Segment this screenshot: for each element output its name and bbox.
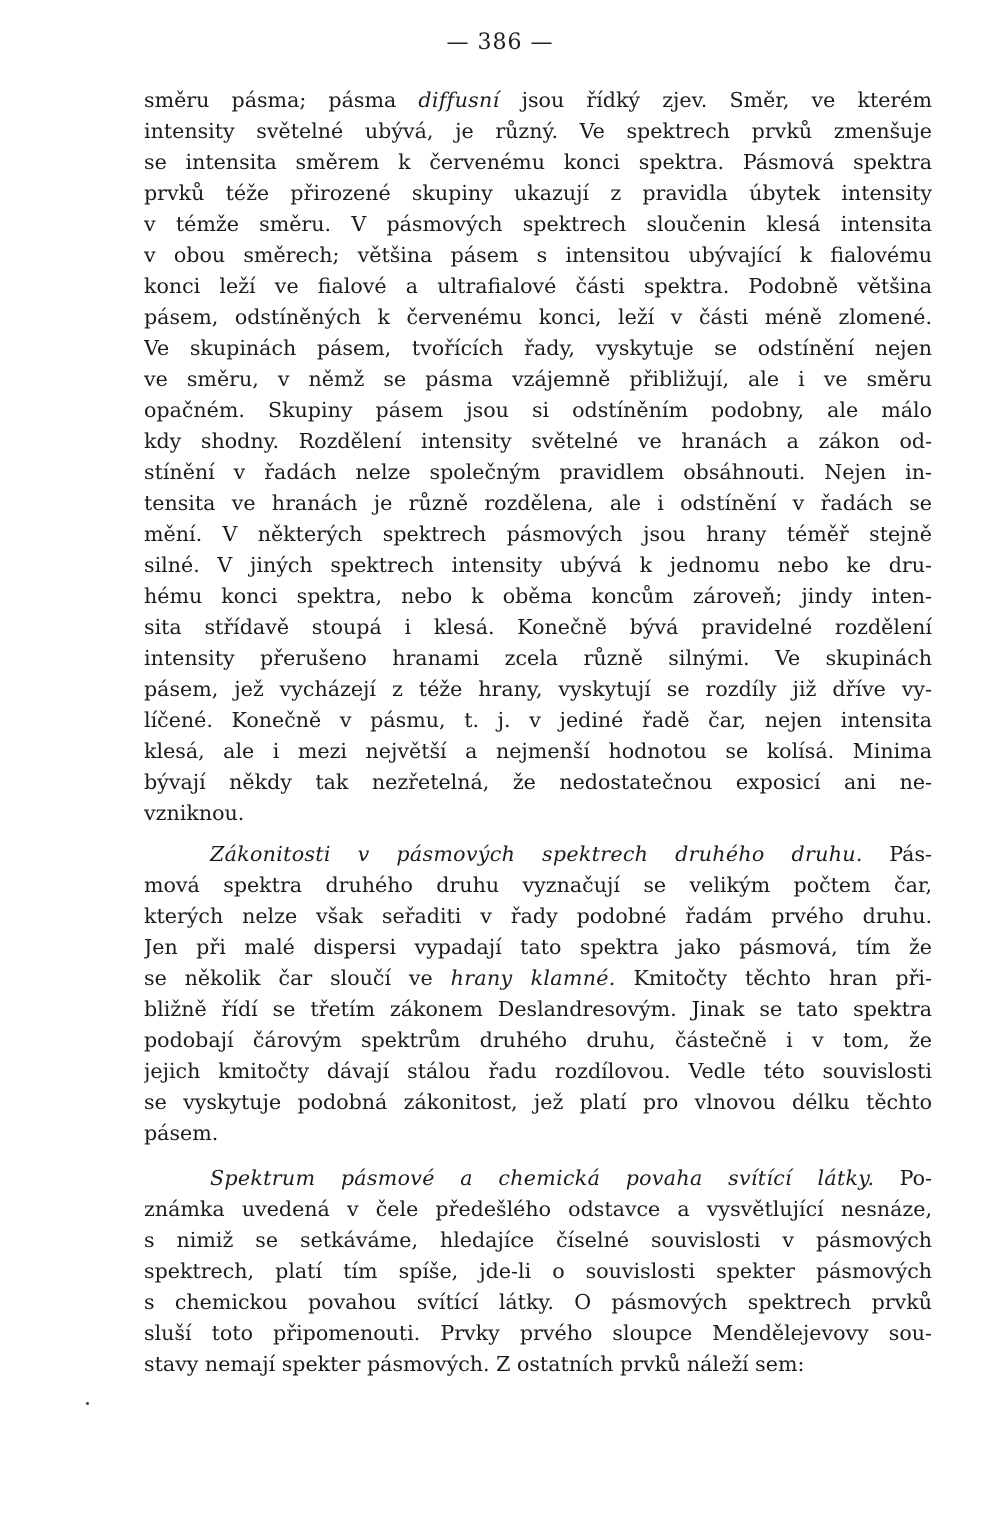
text-line xyxy=(144,798,932,829)
text-run: konci leží ve fialové a ultrafialové části spektra. Podobně většina xyxy=(144,274,932,298)
text-run: jsou řídký zjev. Směr, ve kterém xyxy=(499,88,932,112)
text-line xyxy=(144,1056,932,1087)
text-line xyxy=(144,932,932,963)
text-line xyxy=(144,302,932,333)
text-line xyxy=(144,963,932,994)
text-run: tensita ve hranách je různě rozdělena, ale i odstínění v řadách se xyxy=(144,491,932,515)
text-run: stínění v řadách nelze společným pravidlem obsáhnouti. Nejen in- xyxy=(144,460,932,484)
text-line xyxy=(144,147,932,178)
text-run: silné. V jiných spektrech intensity ubývá k jednomu nebo ke dru- xyxy=(144,553,932,577)
text-run: se vyskytuje podobná zákonitost, jež platí pro vlnovou délku těchto xyxy=(144,1090,932,1114)
text-run: se intensita směrem k červenému konci spektra. Pásmová spektra xyxy=(144,150,932,174)
text-line xyxy=(144,209,932,240)
text-line xyxy=(144,1087,932,1118)
text-line xyxy=(144,1163,932,1194)
text-line xyxy=(144,1025,932,1056)
text-run: se několik čar sloučí ve xyxy=(144,966,451,990)
text-line xyxy=(144,1225,932,1256)
paragraph-chemical-nature xyxy=(144,1163,932,1380)
print-speck xyxy=(86,1402,89,1405)
text-line xyxy=(144,901,932,932)
text-run: bývají někdy tak nezřetelná, že nedostatečnou exposicí ani ne- xyxy=(144,770,932,794)
text-line xyxy=(144,612,932,643)
text-line xyxy=(144,674,932,705)
text-line xyxy=(144,1256,932,1287)
text-run: stavy nemají spekter pásmových. Z ostatních prvků náleží sem: xyxy=(144,1352,805,1376)
italic-term: diffusní xyxy=(418,88,500,112)
text-run: v témže směru. V pásmových spektrech sloučenin klesá intensita xyxy=(144,212,932,236)
text-run: sluší toto připomenouti. Prvky prvého sloupce Mendělejevovy sou- xyxy=(144,1321,932,1345)
text-line xyxy=(144,519,932,550)
text-run: Jen při malé dispersi vypadají tato spektra jako pásmová, tím že xyxy=(144,935,932,959)
text-run: spektrech, platí tím spíše, jde-li o souvislosti spekter pásmových xyxy=(144,1259,932,1283)
text-run: pásem. xyxy=(144,1121,219,1145)
italic-term: Spektrum pásmové a chemická povaha svítící látky. xyxy=(210,1166,875,1190)
text-line xyxy=(144,240,932,271)
text-line xyxy=(144,1349,932,1380)
text-run: prvků téže přirozené skupiny ukazují z pravidla úbytek intensity xyxy=(144,181,932,205)
text-run: podobají čárovým spektrům druhého druhu, částečně i v tom, že xyxy=(144,1028,932,1052)
text-run: známka uvedená v čele předešlého odstavce a vysvětlující nesnáze, xyxy=(144,1197,932,1221)
text-line xyxy=(144,1118,932,1149)
text-line xyxy=(144,870,932,901)
text-run: Kmitočty těchto hran při- xyxy=(615,966,932,990)
text-line xyxy=(144,705,932,736)
text-run: s nimiž se setkáváme, hledajíce číselné souvislosti v pásmových xyxy=(144,1228,932,1252)
text-line xyxy=(144,643,932,674)
text-run: Pás- xyxy=(862,842,932,866)
page-number: — 386 — xyxy=(446,30,554,55)
text-line xyxy=(144,426,932,457)
text-run: ve směru, v němž se pásma vzájemně přibližují, ale i ve směru xyxy=(144,367,932,391)
text-line xyxy=(144,488,932,519)
text-run: v obou směrech; většina pásem s intensitou ubývající k fialovému xyxy=(144,243,932,267)
text-line xyxy=(144,333,932,364)
text-line xyxy=(144,178,932,209)
text-run: jejich kmitočty dávají stálou řadu rozdílovou. Vedle této souvislosti xyxy=(144,1059,932,1083)
text-run: mová spektra druhého druhu vyznačují se velikým počtem čar, xyxy=(144,873,932,897)
text-line xyxy=(144,116,932,147)
text-line xyxy=(144,839,932,870)
text-run: intensity světelné ubývá, je různý. Ve spektrech prvků zmenšuje xyxy=(144,119,932,143)
text-line xyxy=(144,736,932,767)
text-run: sita střídavě stoupá i klesá. Konečně bývá pravidelné rozdělení xyxy=(144,615,932,639)
text-run: Ve skupinách pásem, tvořících řady, vyskytuje se odstínění nejen xyxy=(144,336,932,360)
text-line xyxy=(144,550,932,581)
text-line xyxy=(144,1194,932,1225)
text-line xyxy=(144,1318,932,1349)
text-run: vzniknou. xyxy=(144,801,245,825)
text-run: pásem, odstíněných k červenému konci, leží v části méně zlomené. xyxy=(144,305,932,329)
text-run: líčené. Konečně v pásmu, t. j. v jediné řadě čar, nejen intensita xyxy=(144,708,932,732)
text-run: kdy shodny. Rozdělení intensity světelné ve hranách a zákon od- xyxy=(144,429,932,453)
text-line xyxy=(144,364,932,395)
text-run: opačném. Skupiny pásem jsou si odstíněním podobny, ale málo xyxy=(144,398,932,422)
text-run: směru pásma; pásma xyxy=(144,88,419,112)
paragraph-band-intensity xyxy=(144,85,932,829)
text-run: mění. V některých spektrech pásmových jsou hrany téměř stejně xyxy=(144,522,932,546)
text-run: intensity přerušeno hranami zcela různě silnými. Ve skupinách xyxy=(144,646,932,670)
text-run: s chemickou povahou svítící látky. O pásmových spektrech prvků xyxy=(144,1290,932,1314)
text-line xyxy=(144,994,932,1025)
italic-term: hrany klamné. xyxy=(450,966,616,990)
text-run: hému konci spektra, nebo k oběma koncům zároveň; jindy inten- xyxy=(144,584,932,608)
text-line xyxy=(144,457,932,488)
text-line xyxy=(144,581,932,612)
text-line xyxy=(144,395,932,426)
text-line xyxy=(144,271,932,302)
italic-term: Zákonitosti v pásmových spektrech druhého druhu. xyxy=(210,842,863,866)
text-line xyxy=(144,767,932,798)
text-run: bližně řídí se třetím zákonem Deslandresovým. Jinak se tato spektra xyxy=(144,997,932,1021)
text-run: Po- xyxy=(874,1166,932,1190)
text-run: klesá, ale i mezi největší a nejmenší hodnotou se kolísá. Minima xyxy=(144,739,932,763)
text-run: pásem, jež vycházejí z téže hrany, vyskytují se rozdíly již dříve vy- xyxy=(144,677,932,701)
text-line xyxy=(144,85,932,116)
paragraph-second-kind-spectra xyxy=(144,839,932,1149)
text-line xyxy=(144,1287,932,1318)
text-run: kterých nelze však seřaditi v řady podobné řadám prvého druhu. xyxy=(144,904,932,928)
